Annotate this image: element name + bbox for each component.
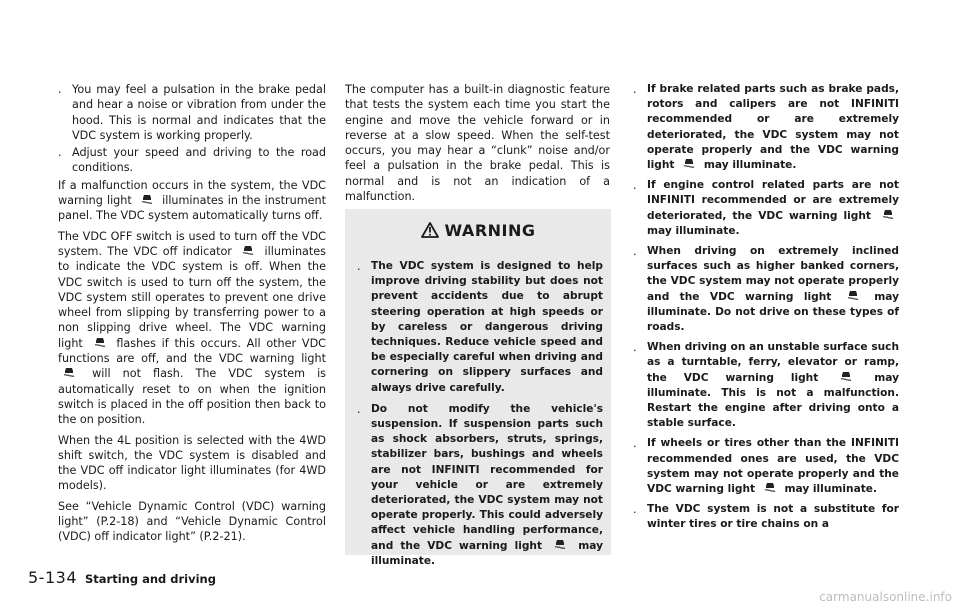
bullet-dot: . bbox=[58, 83, 62, 96]
paragraph: When the 4L position is selected with the 4WD shift switch, the VDC system is disabled and the VDC off indicator light illuminates (for 4WD models). bbox=[58, 433, 326, 493]
warning-list bbox=[357, 259, 603, 571]
bullet-dot: . bbox=[633, 245, 637, 259]
paragraph: The VDC OFF switch is used to turn off the VDC system. The VDC off indicator illuminates to indicate the VDC system is off. When the VDC switch is used to turn off the system, the VDC system still operates to prevent one drive wheel from slipping by transferring power to a non slipping drive wheel. The VDC warning light flashes if this occurs. All other VDC functions are off, and the VDC warning light will not flash. The VDC system is automatically reset to on when the ignition switch is placed in the off position then back to the on position. bbox=[58, 229, 327, 427]
watermark: carmanualsonline.info bbox=[819, 590, 952, 604]
vdc-skid-icon bbox=[763, 482, 777, 493]
column-middle bbox=[345, 82, 610, 204]
bullet-dot: . bbox=[58, 146, 62, 160]
warning-item bbox=[633, 82, 899, 173]
vdc-skid-icon bbox=[93, 337, 107, 348]
vdc-off-icon bbox=[241, 245, 255, 256]
vdc-skid-icon bbox=[62, 367, 76, 378]
warning-text: If engine control related parts are not INFINITI recommended or are extremely deteriorated, the VDC warning light may illuminate. bbox=[647, 179, 899, 237]
bullet-text: You may feel a pulsation in the brake pedal and hear a noise or vibration from under the hood. This is normal and indicates that the VDC system is working properly. bbox=[72, 83, 326, 142]
bullet-dot: . bbox=[633, 83, 637, 96]
paragraph: The computer has a built-in diagnostic feature that tests the system each time you start the engine and move the vehicle forward or in reverse at a slow speed. When the self-test occurs, you may hear a “clunk” noise and/or feel a pulsation in the brake pedal. This is normal and is not an indication of a malfunction. bbox=[345, 83, 610, 204]
warning-triangle-icon bbox=[421, 222, 439, 238]
bullet-text: Adjust your speed and driving to the road conditions. bbox=[72, 146, 326, 175]
warning-text: Do not modify the vehicle's suspension. If suspension parts such as shock absorbers, struts, springs, stabilizer bars, bushings and wheels are not INFINITI recommended for your vehicle or are extremely deteriorated, the VDC system may not operate properly. This could adversely affect vehicle handling performance, and the VDC warning light may illuminate. bbox=[371, 402, 603, 567]
page-footer bbox=[28, 568, 216, 587]
vdc-skid-icon bbox=[140, 194, 154, 205]
bullet-item bbox=[58, 145, 326, 176]
page-number: 5-134 bbox=[28, 568, 77, 587]
warning-text: The VDC system is designed to help improve driving stability but does not prevent accidents due to abrupt steering operation at high speeds or by careless or dangerous driving techniques. Reduce vehicle speed and be especially careful when driving and cornering on slippery surfaces and always drive carefully. bbox=[371, 260, 603, 394]
paragraph: If a malfunction occurs in the system, the VDC warning light illuminates in the instrument panel. The VDC system automatically turns off. bbox=[58, 178, 326, 223]
warning-text: When driving on an unstable surface such as a turntable, ferry, elevator or ramp, the VDC warning light may illuminate. This is not a malfunction. Restart the engine after driving onto a stable surface. bbox=[647, 341, 899, 430]
bullet-dot: . bbox=[633, 179, 637, 193]
vdc-skid-icon bbox=[839, 371, 853, 382]
vdc-skid-icon bbox=[553, 539, 567, 550]
warning-item bbox=[357, 259, 603, 396]
warning-text: The VDC system is not a substitute for winter tires or tire chains on a bbox=[647, 503, 899, 531]
warning-item bbox=[633, 502, 899, 532]
warning-item bbox=[633, 244, 899, 335]
warning-item bbox=[633, 436, 899, 497]
warning-text: When driving on extremely inclined surfaces such as higher banked corners, the VDC system may not operate properly and the VDC warning light may illuminate. Do not drive on these types of roads. bbox=[647, 245, 899, 334]
warning-item bbox=[357, 402, 603, 569]
column-left bbox=[58, 82, 326, 550]
bullet-dot: . bbox=[633, 341, 637, 355]
bullet-dot: . bbox=[357, 402, 361, 416]
vdc-skid-icon bbox=[846, 290, 860, 301]
warning-item bbox=[633, 178, 899, 239]
bullet-item bbox=[58, 82, 326, 143]
warning-text: If wheels or tires other than the INFINITI recommended ones are used, the VDC system may not operate properly and the VDC warning light may illuminate. bbox=[647, 437, 899, 496]
bullet-dot: . bbox=[633, 437, 637, 451]
paragraph: See “Vehicle Dynamic Control (VDC) warning light” (P.2-18) and “Vehicle Dynamic Control (VDC) off indicator light” (P.2-21). bbox=[58, 499, 326, 544]
warning-heading: WARNING bbox=[345, 221, 611, 240]
warning-item bbox=[633, 340, 899, 431]
warning-text: If brake related parts such as brake pads, rotors and calipers are not INFINITI recommended or are extremely deteriorated, the VDC system may not operate properly and the VDC warning light may illuminate. bbox=[647, 83, 899, 172]
section-title: Starting and driving bbox=[85, 572, 216, 586]
column-right bbox=[633, 82, 899, 538]
bullet-dot: . bbox=[357, 260, 361, 273]
bullet-dot: . bbox=[633, 503, 637, 517]
vdc-skid-icon bbox=[881, 209, 895, 220]
warning-box bbox=[345, 209, 611, 567]
vdc-skid-icon bbox=[682, 158, 696, 169]
